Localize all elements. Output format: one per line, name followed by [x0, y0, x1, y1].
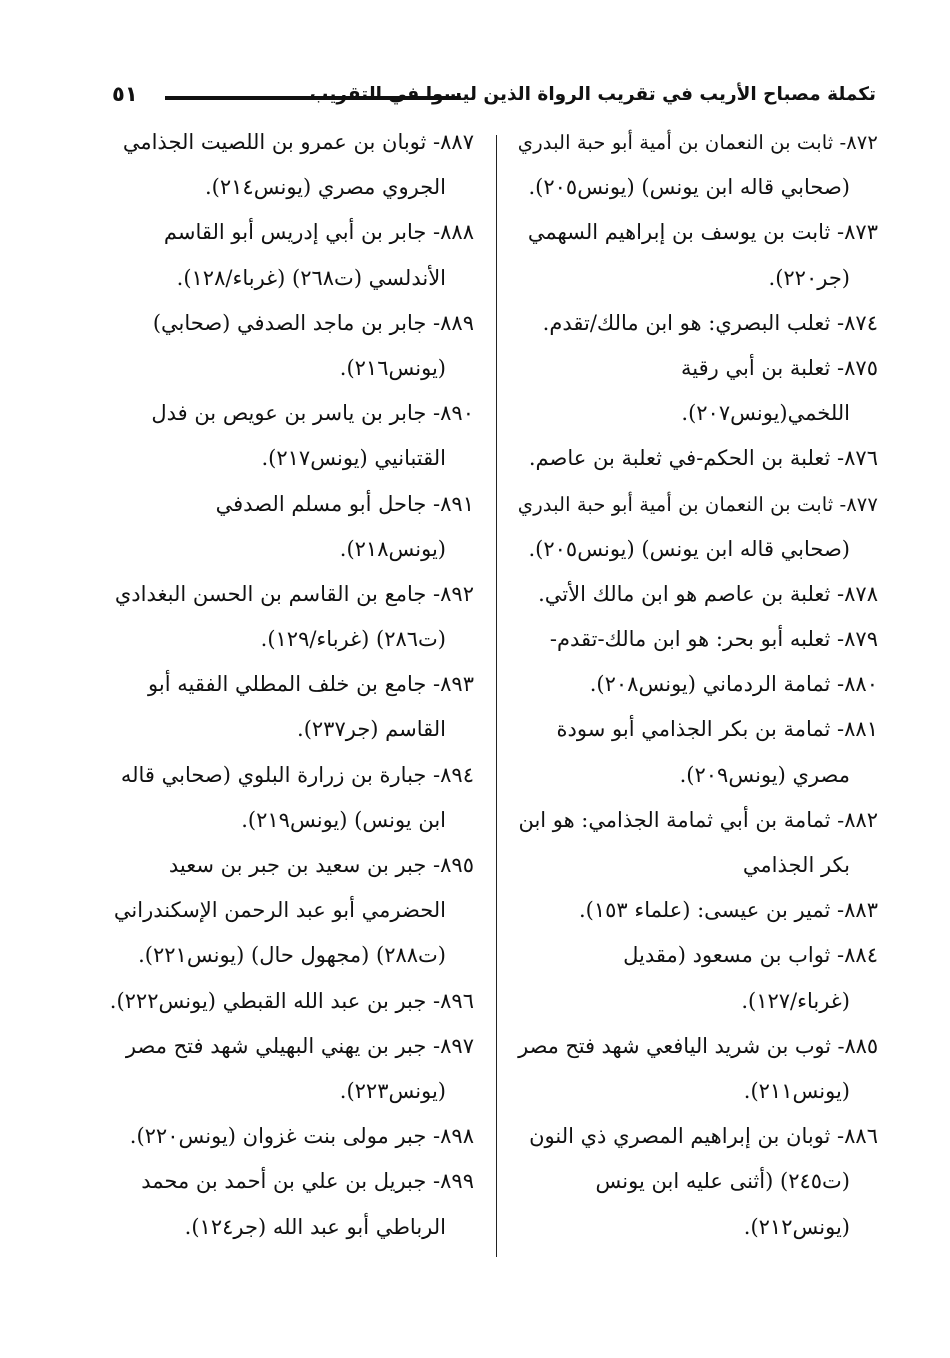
entry-line: (يونس٢١٢). — [743, 1214, 850, 1239]
entry-line: مصري (يونس٢٠٩). — [679, 762, 850, 787]
entry-line: (يونس٢١٦). — [339, 355, 446, 380]
entry-line: القتبانيي (يونس٢١٧). — [261, 446, 446, 471]
entry-line: ٨٩٤- جبارة بن زرارة البلوي (صحابي قاله — [120, 762, 474, 787]
entry-line: (يونس٢١٨). — [339, 536, 446, 561]
entry-line: ٨٧٧- ثابت بن النعمان بن أمية أبو حبة البدري — [517, 492, 878, 516]
entry-line: اللخمي(يونس٢٠٧). — [681, 401, 850, 426]
entry-line: ابن يونس) (يونس٢١٩). — [241, 807, 446, 832]
entry-line: (يونس٢٢٣). — [339, 1078, 446, 1103]
entry-line: بكر الجذامي — [742, 853, 850, 877]
entry-line: ٨٧٢- ثابت بن النعمان بن أمية أبو حبة البدري — [517, 131, 878, 154]
entry-line: ٨٨٧- ثوبان بن عمرو بن اللصيت الجذامي — [122, 130, 474, 154]
entry-line: ٨٩٢- جامع بن القاسم بن الحسن البغدادي — [114, 581, 474, 606]
entry-line: ٨٧٣- ثابت بن يوسف بن إبراهيم السهمي — [527, 220, 878, 245]
entry-line: ٨٨٤- ثواب بن مسعود (مقديل — [623, 943, 878, 968]
entry-line: ٨٩٧- جبر بن يهني البهيلي شهد فتح مصر — [125, 1033, 474, 1058]
entry-line: ٨٨٩- جابر بن ماجد الصدفي (صحابي) — [152, 310, 474, 335]
entry-line: الجروي مصري (يونس٢١٤). — [204, 175, 446, 200]
entry-line: ٨٨١- ثمامة بن بكر الجذامي أبو سودة — [556, 717, 878, 742]
entry-line: (ت٢٨٨) (مجهول حال) (يونس٢٢١). — [138, 943, 446, 968]
entry-line: ٨٩٦- جبر بن عبد الله القبطي (يونس٢٢٢). — [109, 988, 474, 1013]
entry-line: ٨٨٣- ثمير بن عيسى: (علماء ١٥٣). — [578, 898, 878, 923]
entry-line: ٨٧٦- ثعلبة بن الحكم-في ثعلبة بن عاصم. — [528, 446, 878, 471]
entry-line: ٨٩٨- جبر مولى بنت غزوان (يونس٢٢٠). — [129, 1124, 474, 1149]
entry-line: (ت٢٨٦) (غرباء/١٢٩). — [260, 627, 446, 652]
entry-line: (صحابي قاله ابن يونس) (يونس٢٠٥). — [528, 536, 850, 561]
header-rule — [165, 96, 461, 100]
entry-line: ٨٨٥- ثوب بن شريد اليافعي شهد فتح مصر — [518, 1033, 878, 1058]
entry-line: القاسم (جر٢٣٧). — [297, 717, 446, 742]
entry-line: (غرباء/١٢٧). — [741, 988, 850, 1013]
entry-line: ٨٩٠- جابر بن ياسر بن عويص بن فدل — [151, 401, 474, 426]
column-divider — [496, 135, 497, 1257]
entry-line: الرباطي أبو عبد الله (جر١٢٤). — [184, 1214, 446, 1239]
left-column — [110, 120, 474, 1250]
entry-line: (يونس٢١١). — [743, 1078, 850, 1103]
entry-line: الأندلسي (ت٢٦٨) (غرباء/١٢٨). — [176, 265, 446, 290]
entry-line: ٨٩١- جاحل أبو مسلم الصدفي — [215, 491, 474, 516]
entry-line: ٨٨٨- جابر بن أبي إدريس أبو القاسم — [163, 220, 474, 245]
entry-line: ٨٧٩- ثعلبه أبو بحر: هو ابن مالك-تقدم- — [549, 627, 878, 652]
entry-line: ٨٨٦- ثوبان بن إبراهيم المصري ذي النون — [529, 1124, 878, 1149]
entry-line: ٨٧٨- ثعلبة بن عاصم هو ابن مالك الأتي. — [538, 581, 878, 606]
entry-line: ٨٨٠- ثمامة الردماني (يونس٢٠٨). — [589, 672, 878, 697]
entry-line: ٨٩٥- جبر بن سعيد بن جبر بن سعيد — [168, 853, 474, 877]
entry-line: ٨٩٩- جبريل بن علي بن أحمد بن محمد — [141, 1169, 474, 1194]
entry-line: ٨٧٤- ثعلب البصري: هو ابن مالك/تقدم. — [542, 310, 878, 335]
entry-line: ٨٨٢- ثمامة بن أبي ثمامة الجذامي: هو ابن — [518, 807, 878, 832]
page-number: ٥١ — [112, 82, 138, 106]
entry-line: (ت٢٤٥) (أثنى عليه ابن يونس — [595, 1169, 850, 1194]
entry-line: (جر٢٢٠). — [768, 265, 850, 290]
entry-line: ٨٧٥- ثعلبة بن أبي رقية — [681, 355, 878, 380]
book-title: تكملة مصباح الأريب في تقريب الرواة الذين ليسوا في التقريب — [309, 84, 876, 105]
entry-line: (صحابي قاله ابن يونس) (يونس٢٠٥). — [528, 175, 850, 200]
page-header — [112, 78, 876, 118]
right-column — [518, 120, 878, 1250]
entry-line: ٨٩٣- جامع بن خلف المطلي الفقيه أبو — [148, 672, 474, 697]
entry-line: الحضرمي أبو عبد الرحمن الإسكندراني — [113, 898, 446, 923]
